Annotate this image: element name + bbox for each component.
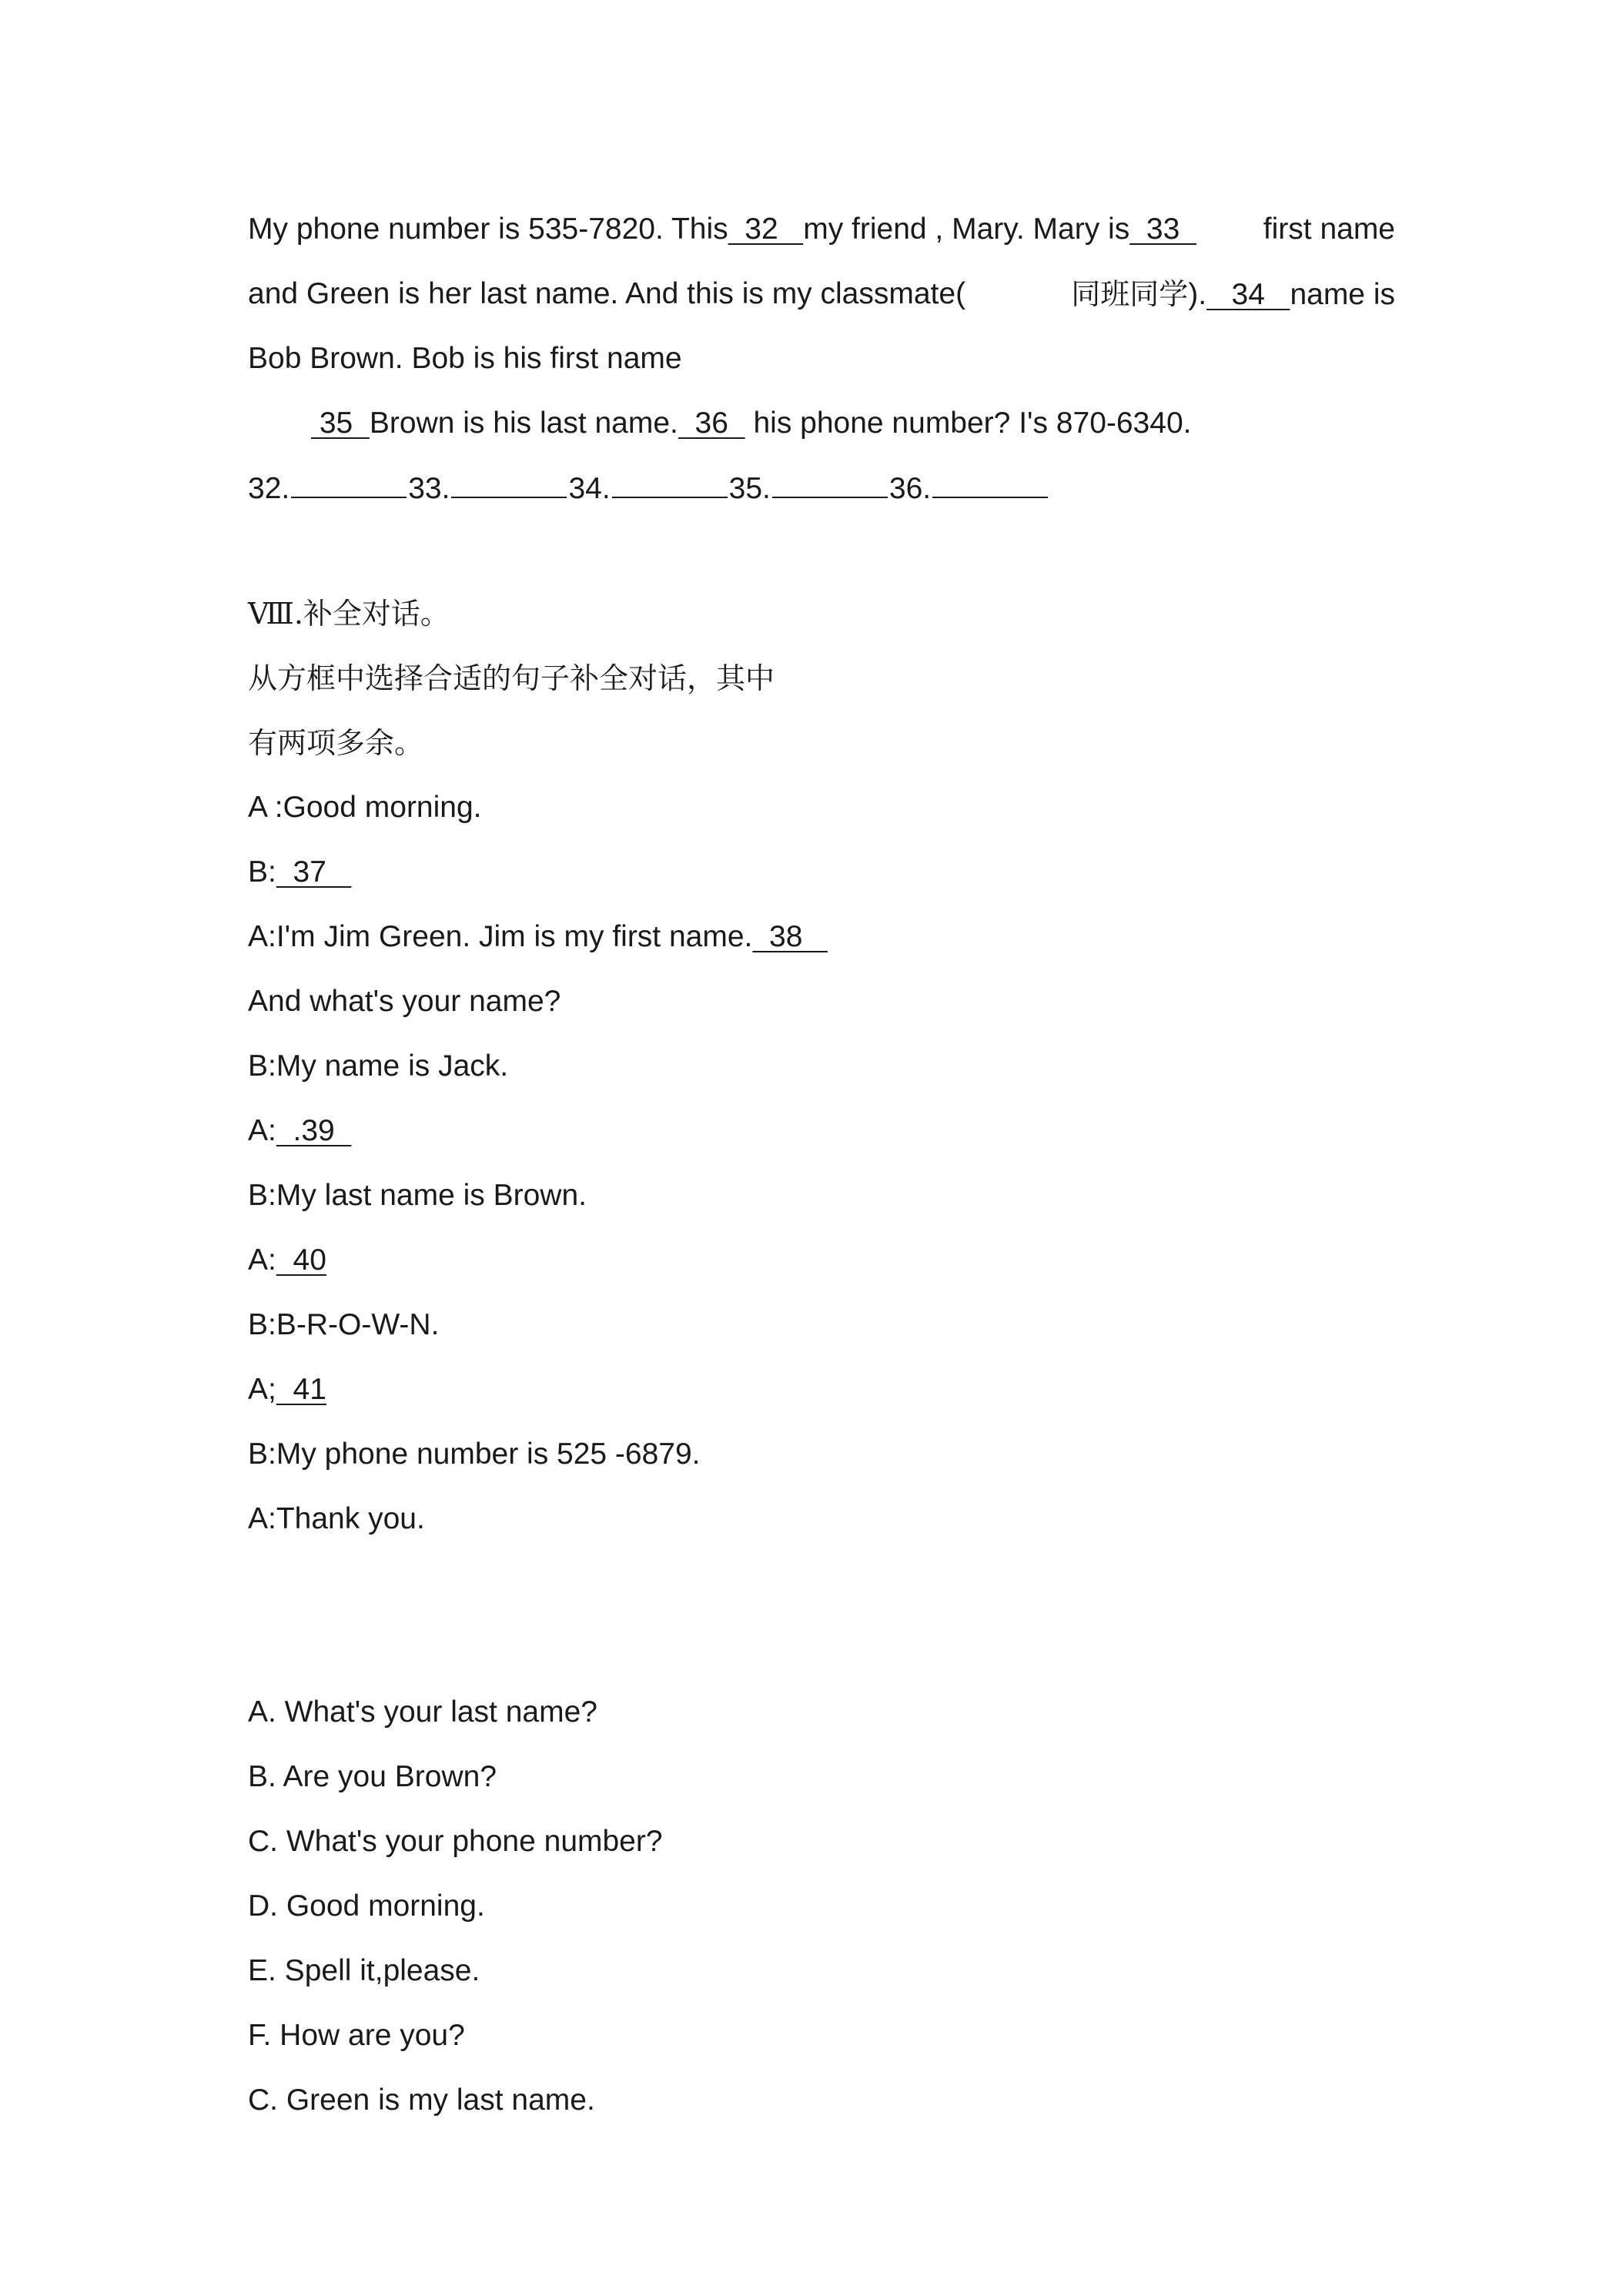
passage-text: Brown is his last name. <box>369 407 678 440</box>
answer-blanks-row <box>248 469 1049 508</box>
passage-text: My phone number is 535-7820. This <box>248 213 728 246</box>
dialogue-text: And what's your name? <box>248 985 561 1018</box>
blank-32: 32 <box>728 213 804 246</box>
dialogue-line <box>248 788 482 827</box>
blank-37: 37 <box>276 855 352 889</box>
passage-text: and Green is her last name. And this is my classmate( <box>248 277 966 310</box>
answer-label: 36. <box>888 472 932 505</box>
blank-41: 41 <box>276 1373 326 1406</box>
dialogue-text: B:My phone number is 525 -6879. <box>248 1438 701 1471</box>
dialogue-line <box>248 1306 439 1344</box>
answer-blank <box>291 469 407 498</box>
dialogue-text: A: <box>248 1243 276 1277</box>
answer-label: 32. <box>248 472 290 505</box>
option-item: C. What's your phone number? <box>248 1825 663 1858</box>
section-8-instruction: 从方框中选择合适的句子补全对话，其中 <box>248 661 775 695</box>
answer-label: 33. <box>408 472 450 505</box>
dialogue-text: B: <box>248 855 276 889</box>
blank-35: 35 <box>311 407 370 440</box>
blank-36: 36 <box>678 407 745 440</box>
passage-line-3: Bob Brown. Bob is his first name <box>248 342 682 375</box>
dialogue-line <box>248 853 351 892</box>
dialogue-text: A :Good morning. <box>248 791 482 824</box>
dialogue-line <box>248 1176 587 1215</box>
dialogue-text: A; <box>248 1373 276 1406</box>
option-item: E. Spell it,please. <box>248 1954 480 1987</box>
passage-text: his phone number? I's 870-6340. <box>745 407 1192 440</box>
dialogue-line <box>248 1435 701 1474</box>
section-8-instruction: 有两项多余。 <box>248 726 424 760</box>
dialogue-line <box>248 1241 326 1280</box>
section-8-heading: Ⅷ.补全对话。 <box>248 597 450 631</box>
dialogue-text: B:My name is Jack. <box>248 1049 509 1083</box>
answer-blank <box>932 469 1048 498</box>
option-item: F. How are you? <box>248 2019 465 2052</box>
answer-blank <box>772 469 888 498</box>
dialogue-line <box>248 982 561 1021</box>
answer-blank <box>451 469 567 498</box>
passage-line-1 <box>248 210 1395 249</box>
blank-40: 40 <box>276 1243 326 1277</box>
dialogue-line <box>248 1371 326 1409</box>
passage-cjk-note: 同班同学 <box>1071 277 1189 311</box>
blank-38: 38 <box>752 920 828 953</box>
passage-text: my friend , Mary. Mary is <box>803 213 1130 246</box>
passage-text: name is <box>1290 278 1395 311</box>
dialogue-line <box>248 1500 425 1538</box>
answer-item-35 <box>729 469 889 508</box>
option-item: C. Green is my last name. <box>248 2083 595 2117</box>
blank-33: 33 <box>1129 213 1196 246</box>
blank-34: 34 <box>1206 278 1290 311</box>
blank-39: .39 <box>276 1114 352 1147</box>
answer-label: 35. <box>728 472 771 505</box>
dialogue-line <box>248 918 828 956</box>
answer-item-34 <box>568 469 728 508</box>
answer-blank <box>612 469 728 498</box>
dialogue-text: B:B-R-O-W-N. <box>248 1308 440 1341</box>
dialogue-text: A: <box>248 1114 276 1147</box>
passage-line-2 <box>248 275 1395 314</box>
answer-item-36 <box>889 469 1049 508</box>
option-item: B. Are you Brown? <box>248 1760 497 1793</box>
passage-text: ). <box>1188 278 1207 311</box>
dialogue-line <box>248 1112 351 1150</box>
answer-item-33 <box>408 469 568 508</box>
passage-text: first name <box>1263 213 1395 246</box>
option-item: A. What's your last name? <box>248 1695 597 1729</box>
option-item: D. Good morning. <box>248 1889 485 1923</box>
dialogue-line <box>248 1047 508 1086</box>
answer-item-32 <box>248 469 408 508</box>
dialogue-text: A:Thank you. <box>248 1502 425 1535</box>
dialogue-text: B:My last name is Brown. <box>248 1179 587 1212</box>
dialogue-text: A:I'm Jim Green. Jim is my first name. <box>248 920 753 953</box>
answer-label: 34. <box>568 472 611 505</box>
passage-line-4 <box>311 404 1191 443</box>
